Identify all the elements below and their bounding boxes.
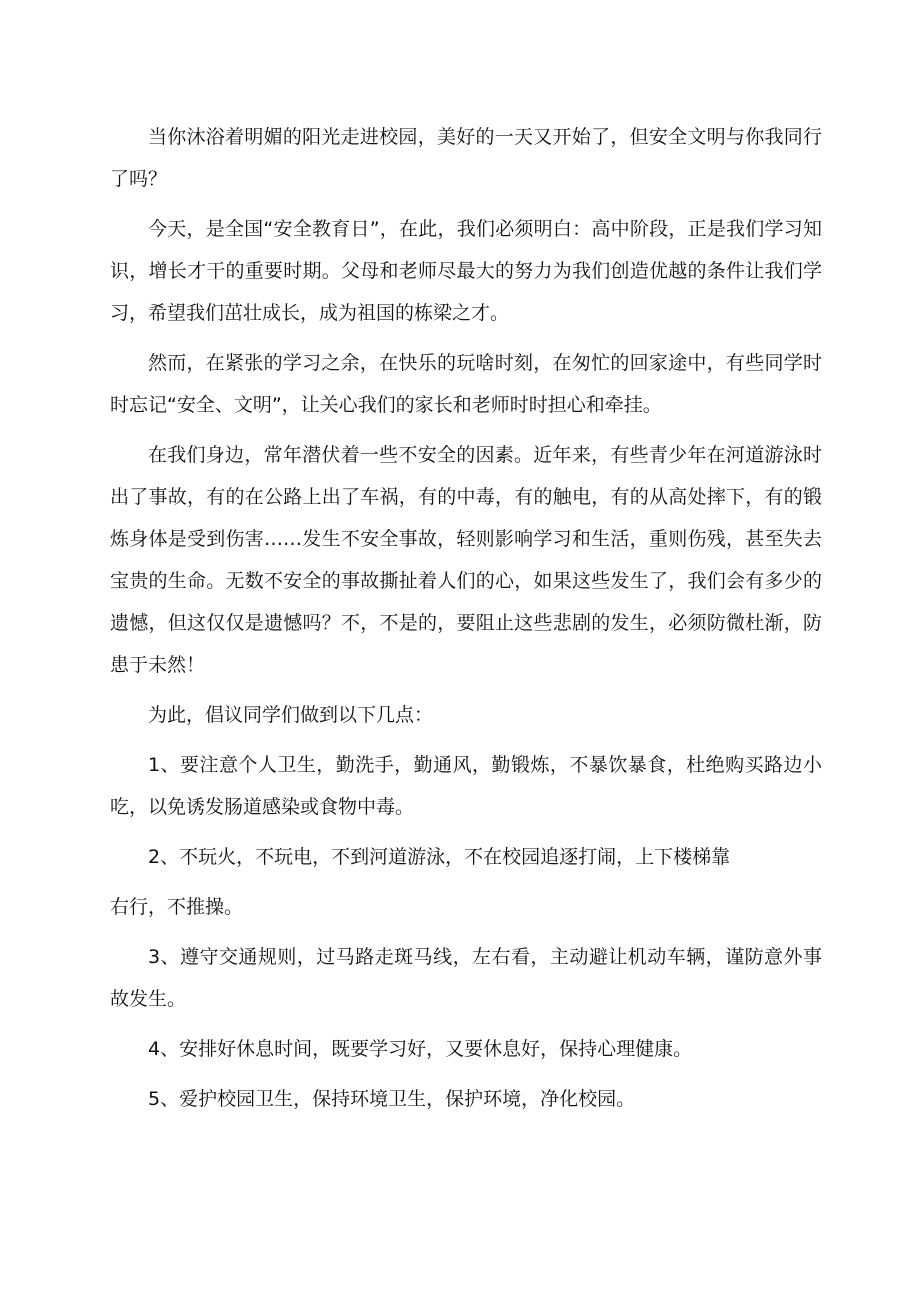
paragraph-hazards: 在我们身边，常年潜伏着一些不安全的因素。近年来，有些青少年在河道游泳时出了事故，有的在公路上出了车祸，有的中毒，有的触电，有的从高处摔下，有的锻炼身体是受到伤害……发生不安全事故，轻则影响学习和生活，重则伤残，甚至失去宝贵的生命。无数不安全的事故撕扯着人们的心，如果这些发生了，我们会有多少的遗憾，但这仅仅是遗憾吗？不，不是的，要阻止这些悲剧的发生，必须防微杜渐，防患于未然！ [110,444,822,676]
list-item-2-continued: 右行，不推操。 [110,896,244,918]
paragraph-intro: 当你沐浴着明媚的阳光走进校园，美好的一天又开始了，但安全文明与你我同行了吗？ [110,126,822,190]
list-item-4: 4、安排好休息时间，既要学习好，又要休息好，保持心理健康。 [148,1038,693,1060]
list-item-2: 2、不玩火，不玩电，不到河道游泳，不在校园追逐打闹，上下楼梯靠 [148,846,731,868]
list-item-3: 3、遵守交通规则，过马路走斑马线，左右看，主动避让机动车辆，谨防意外事故发生。 [110,946,822,1010]
list-item-5: 5、爱护校园卫生，保持环境卫生，保护环境，净化校园。 [148,1088,636,1110]
list-item-1: 1、要注意个人卫生，勤洗手，勤通风，勤锻炼，不暴饮暴食，杜绝购买路边小吃，以免诱发肠道感染或食物中毒。 [110,754,822,818]
document-body [110,116,822,1128]
paragraph-proposal: 为此，倡议同学们做到以下几点： [148,704,434,726]
paragraph-safety-day: 今天，是全国“安全教育日”，在此，我们必须明白：高中阶段，正是我们学习知识，增长才干的重要时期。父母和老师尽最大的努力为我们创造优越的条件让我们学习，希望我们茁壮成长，成为祖国的栋梁之才。 [110,218,822,324]
paragraph-forget-safety: 然而，在紧张的学习之余，在快乐的玩啥时刻，在匆忙的回家途中，有些同学时时忘记“安全、文明”，让关心我们的家长和老师时时担心和牵挂。 [110,352,822,416]
